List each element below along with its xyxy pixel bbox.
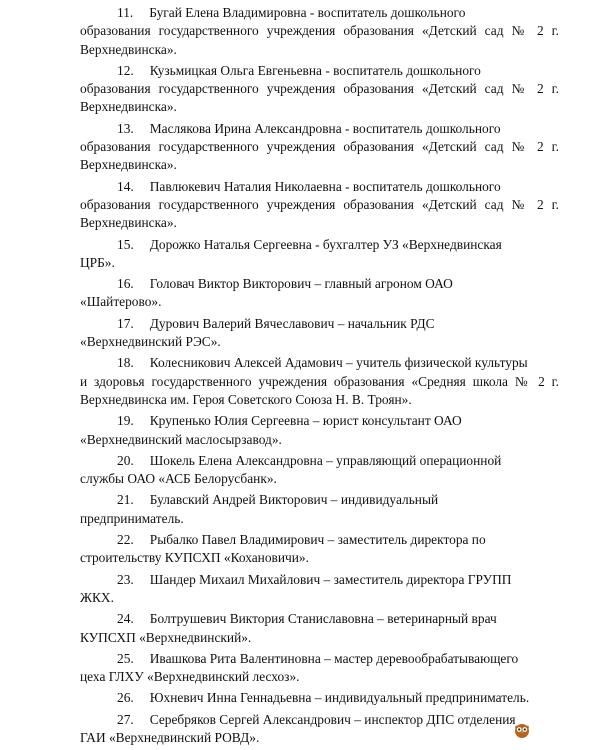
item-continuation: КУПСХП «Верхнедвинский». xyxy=(80,629,252,645)
item-text: Ивашкова Рита Валентиновна – мастер деревообрабатывающего xyxy=(149,650,519,666)
item-number: 17. xyxy=(117,315,134,331)
item-number: 16. xyxy=(117,276,134,292)
item-text: Колесникович Алексей Адамович – учитель физической культуры xyxy=(149,355,528,371)
document-page xyxy=(80,4,559,750)
item-number: 14. xyxy=(117,178,134,194)
item-text: Дурович Валерий Вячеславович – начальник РДС xyxy=(149,315,435,331)
item-number: 26. xyxy=(117,690,134,706)
list-item xyxy=(80,62,559,117)
item-number: 22. xyxy=(117,532,134,548)
item-text: Павлюкевич Наталия Николаевна - воспитатель дошкольного xyxy=(149,178,501,194)
item-continuation: «Верхнедвинский маслосырзавод». xyxy=(80,431,282,447)
list-item xyxy=(80,4,559,59)
item-text: Бугай Елена Владимировна - воспитатель дошкольного xyxy=(149,5,466,20)
item-number: 21. xyxy=(117,492,134,508)
owl-icon xyxy=(513,721,531,739)
item-text: Булавский Андрей Викторович – индивидуальный xyxy=(149,492,439,508)
item-text: Маслякова Ирина Александровна - воспитатель дошкольного xyxy=(149,120,501,136)
item-continuation: ЦРБ». xyxy=(80,254,115,270)
item-continuation: образования государственного учреждения образования «Детский сад № 2 г. Верхнедвинска». xyxy=(80,81,559,115)
list-item xyxy=(80,650,559,687)
list-item xyxy=(80,412,559,449)
list-item xyxy=(80,236,559,273)
item-continuation: и здоровья государственного учреждения образования «Средняя школа № 2 г. Верхнедвинска им. Героя Советского Союза Н. В. Троян». xyxy=(80,373,559,407)
list-item xyxy=(80,178,559,233)
list-item xyxy=(80,452,559,489)
item-text: Головач Виктор Викторович – главный агроном ОАО xyxy=(149,276,453,292)
item-continuation: образования государственного учреждения образования «Детский сад № 2 г. Верхнедвинска». xyxy=(80,23,559,57)
list-item xyxy=(80,315,559,352)
item-text: Дорожко Наталья Сергеевна - бухгалтер УЗ «Верхнедвинская xyxy=(149,236,502,252)
item-text: Шандер Михаил Михайлович – заместитель директора ГРУПП xyxy=(149,571,512,587)
list-item xyxy=(80,491,559,528)
item-continuation: «Шайтерово». xyxy=(80,294,162,310)
item-number: 27. xyxy=(117,711,134,727)
item-continuation: цеха ГЛХУ «Верхнедвинский лесхоз». xyxy=(80,669,300,685)
item-text: Болтрушевич Виктория Станиславовна – ветеринарный врач xyxy=(149,611,497,627)
item-number: 13. xyxy=(117,120,134,136)
item-number: 25. xyxy=(117,650,134,666)
item-text: Рыбалко Павел Владимирович – заместитель директора по xyxy=(149,532,486,548)
item-continuation: службы ОАО «АСБ Белорусбанк». xyxy=(80,471,277,487)
item-continuation: предприниматель. xyxy=(80,510,184,526)
list-item xyxy=(80,275,559,312)
item-text: Юхневич Инна Геннадьевна – индивидуальный предприниматель. xyxy=(149,690,530,706)
item-continuation: образования государственного учреждения образования «Детский сад № 2 г. Верхнедвинска». xyxy=(80,196,559,231)
item-number: 15. xyxy=(117,236,134,252)
list-item xyxy=(80,571,559,608)
item-number: 18. xyxy=(117,355,134,371)
item-text: Серебряков Сергей Александрович – инспектор ДПС отделения xyxy=(149,711,516,727)
list-item xyxy=(80,120,559,175)
item-number: 23. xyxy=(117,571,134,587)
list-item xyxy=(80,711,559,748)
item-number: 19. xyxy=(117,413,134,429)
list-item xyxy=(80,354,559,409)
list-item xyxy=(80,689,559,707)
item-continuation: ГАИ «Верхнедвинский РОВД». xyxy=(80,729,260,745)
item-continuation: ЖКХ. xyxy=(80,589,114,605)
item-text: Кузьмицкая Ольга Евгеньевна - воспитатель дошкольного xyxy=(149,62,481,78)
item-number: 20. xyxy=(117,452,134,468)
item-text: Шокель Елена Александровна – управляющий операционной xyxy=(149,452,502,468)
item-text: Крупенько Юлия Сергеевна – юрист консультант ОАО xyxy=(149,413,462,429)
item-continuation: образования государственного учреждения образования «Детский сад № 2 г. Верхнедвинска». xyxy=(80,139,559,173)
list-item xyxy=(80,531,559,568)
item-continuation: строительству КУПСХП «Кохановичи». xyxy=(80,550,309,566)
item-number: 11. xyxy=(117,5,134,20)
item-number: 12. xyxy=(117,62,134,78)
item-number: 24. xyxy=(117,611,134,627)
item-continuation: «Верхнедвинский РЭС». xyxy=(80,334,221,350)
list-item xyxy=(80,610,559,647)
